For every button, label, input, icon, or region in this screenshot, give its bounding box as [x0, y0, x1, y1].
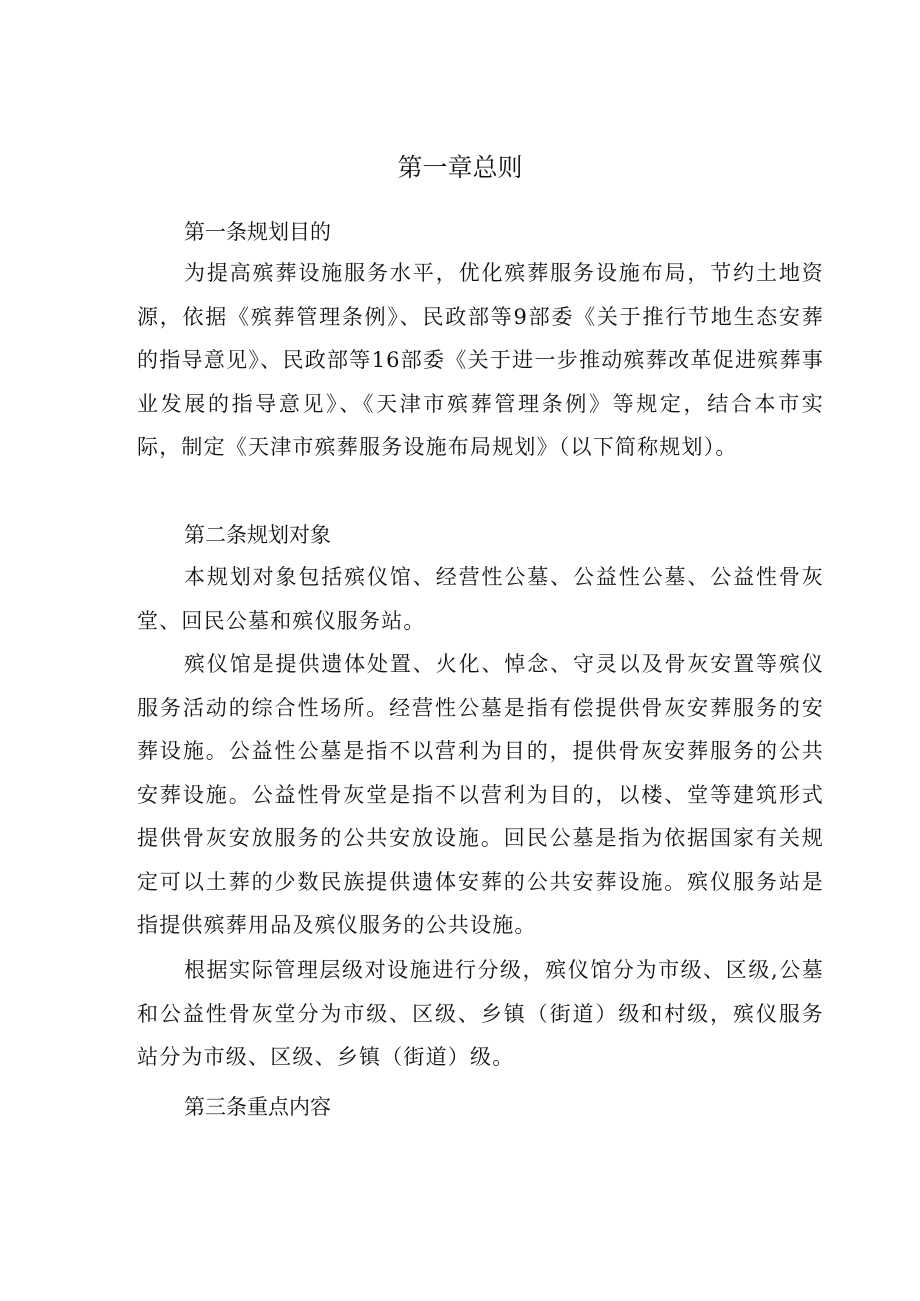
article-1-paragraph-1: 为提高殡葬设施服务水平，优化殡葬服务设施布局，节约土地资源，依据《殡葬管理条例》、民政部等9部委《关于推行节地生态安葬的指导意见》、民政部等16部委《关于进一步推动殡葬改革促进殡葬事业发展的指导意见》、《天津市殡葬管理条例》等规定，结合本市实际，制定《天津市殡葬服务设施布局规划》（以下简称规划）。: [137, 261, 824, 459]
chapter-title: 第一章总则: [397, 153, 523, 182]
article-2-paragraph-2: 殡仪馆是提供遗体处置、火化、悼念、守灵以及骨灰安置等殡仪服务活动的综合性场所。经营性公墓是指有偿提供骨灰安葬服务的安葬设施。公益性公墓是指不以营利为目的，提供骨灰安葬服务的公共安葬设施。公益性骨灰堂是指不以营利为目的，以楼、堂等建筑形式提供骨灰安放服务的公共安放设施。回民公墓是指为依据国家有关规定可以土葬的少数民族提供遗体安葬的公共安葬设施。殡仪服务站是指提供殡葬用品及殡仪服务的公共设施。: [137, 652, 824, 937]
article-1-heading: 第一条规划目的: [184, 220, 331, 244]
article-3-heading: 第三条重点内容: [184, 1095, 331, 1119]
article-2-paragraph-3: 根据实际管理层级对设施进行分级，殡仪馆分为市级、区级,公墓和公益性骨灰堂分为市级、区级、乡镇（街道）级和村级，殡仪服务站分为市级、区级、乡镇（街道）级。: [137, 958, 824, 1069]
article-2-paragraph-1: 本规划对象包括殡仪馆、经营性公墓、公益性公墓、公益性骨灰堂、回民公墓和殡仪服务站。: [137, 565, 824, 633]
article-2-heading: 第二条规划对象: [184, 523, 331, 547]
